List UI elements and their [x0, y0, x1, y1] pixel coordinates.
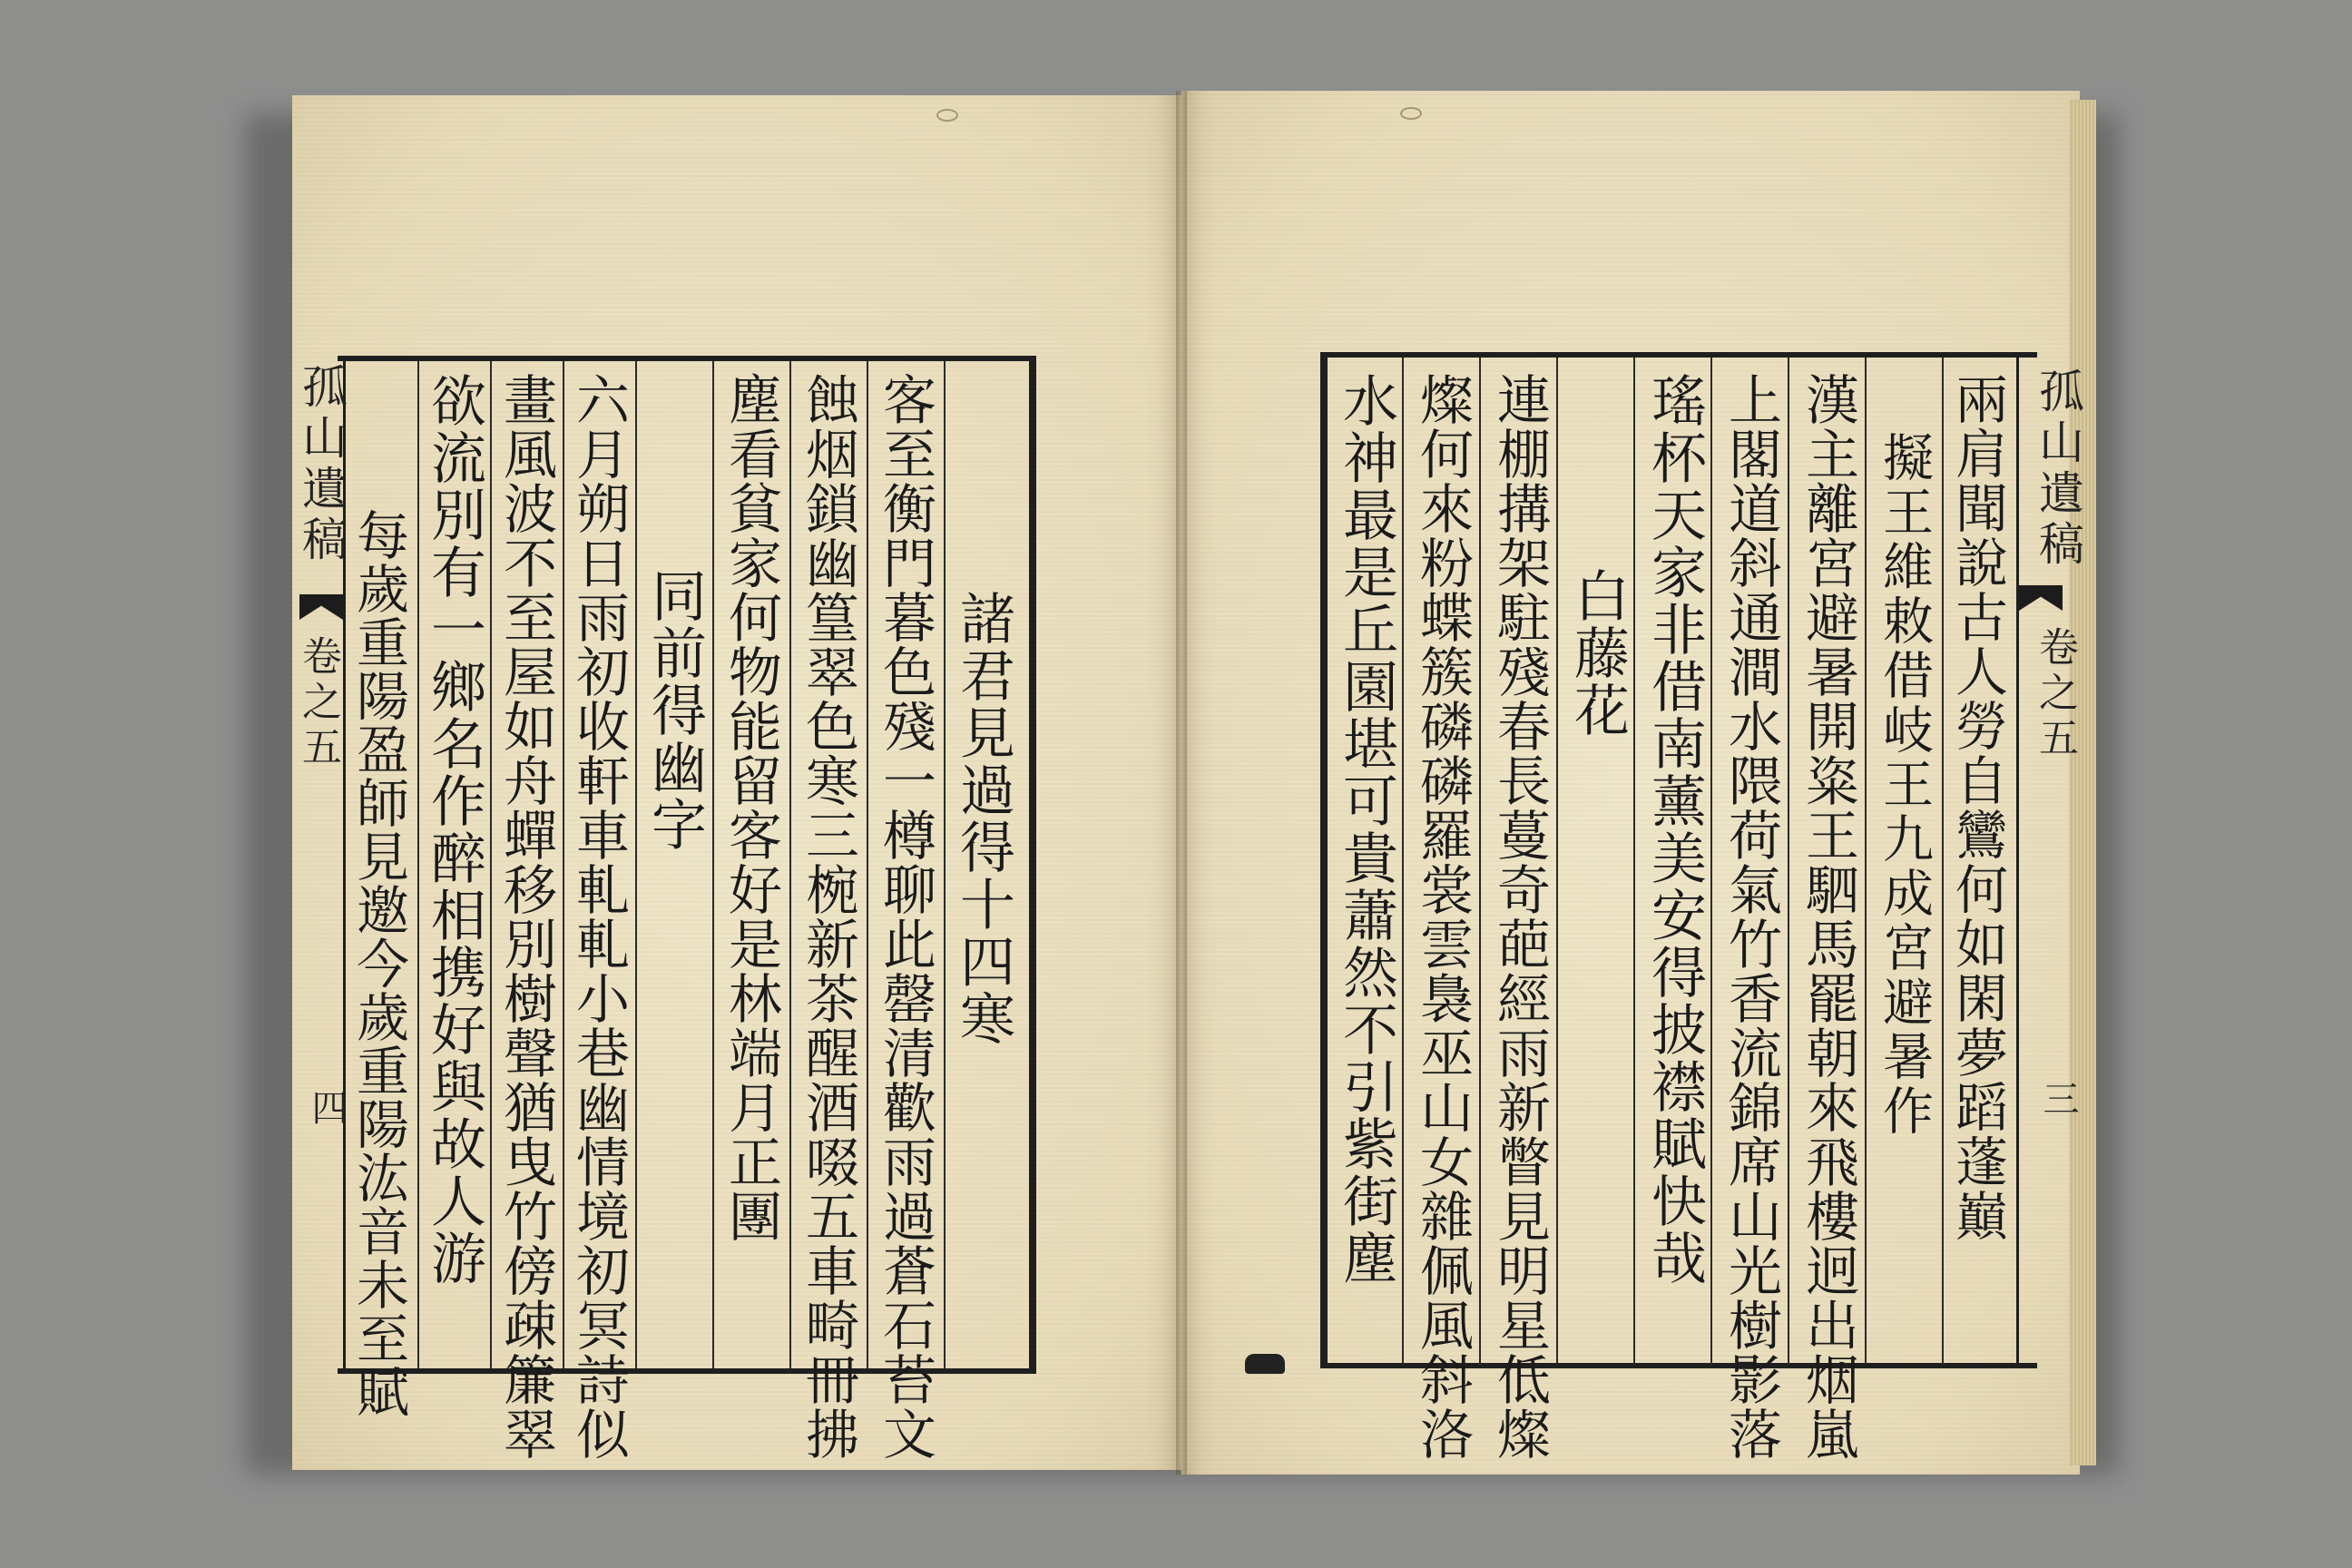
- column-rule: [1402, 358, 1404, 1365]
- text-column: 連棚搆架駐殘春長蔓奇葩經雨新瞥見明星低燦: [1488, 372, 1551, 1461]
- column-rule: [867, 361, 868, 1368]
- text-column: 蝕烟鎖幽篁翠色寒三椀新茶醒酒啜五車畸冊拂: [797, 372, 859, 1461]
- column-rule: [635, 361, 637, 1368]
- ink-ornament: [1245, 1354, 1285, 1374]
- column-rule: [1556, 358, 1558, 1365]
- text-column: 瑤杯天家非借南薰美安得披襟賦快哉: [1642, 372, 1707, 1287]
- right-banxin-volume: 卷之五: [2032, 626, 2078, 762]
- column-rule: [1788, 358, 1789, 1365]
- column-rule: [1865, 358, 1867, 1365]
- column-rule: [944, 361, 946, 1368]
- column-rule: [712, 361, 714, 1368]
- header-column: 擬王維敕借岐王九成宮避暑作: [1875, 431, 1934, 1139]
- column-rule: [417, 361, 419, 1368]
- text-column: 漢主離宮避暑開粢王駟馬罷朝來飛樓迥出烟嵐: [1797, 372, 1859, 1461]
- text-column: 同前得幽字: [642, 567, 707, 853]
- paper-stain: [1400, 107, 1422, 120]
- text-column: 畫風波不至屋如舟蟬移別樹聲猶曳竹傍疎簾翠: [495, 372, 557, 1461]
- page-edges: [2069, 100, 2096, 1465]
- text-column: 水神最是丘園堪可貴蕭然不引紫街塵: [1334, 372, 1398, 1287]
- book-gutter: [1176, 91, 1187, 1475]
- column-rule: [1942, 358, 1944, 1365]
- paper-stain: [936, 109, 958, 122]
- left-banxin-title: 孤山遺稿: [295, 363, 348, 566]
- column-rule: [1710, 358, 1712, 1365]
- text-column: 客至衡門暮色殘一樽聊此罄清歡雨過蒼石苔文: [874, 372, 936, 1461]
- text-column: 燦何來粉蝶簇磷磷羅裳雲裊巫山女雜佩風斜洛: [1411, 372, 1474, 1461]
- column-rule: [1479, 358, 1481, 1365]
- right-banxin-title: 孤山遺稿: [2032, 368, 2084, 571]
- text-column: 欲流別有一鄉名作醉相携好與故人游: [422, 372, 486, 1287]
- column-rule: [563, 361, 564, 1368]
- text-column: 上閣道斜通澗水隈荷氣竹香流錦席山光樹影落: [1720, 372, 1782, 1461]
- column-rule: [490, 361, 492, 1368]
- left-banxin-volume: 卷之五: [295, 635, 341, 771]
- text-column: 塵看貧家何物能留客好是林端月正團: [720, 372, 782, 1243]
- column-rule: [789, 361, 791, 1368]
- left-folio: 四: [306, 1089, 348, 1125]
- right-folio: 三: [2037, 1080, 2079, 1116]
- text-column: 六月朔日雨初收軒車軋軋小巷幽情境初冥詩似: [567, 372, 630, 1461]
- text-column: 諸君見過得十四寒: [951, 590, 1015, 1047]
- text-column: 兩肩聞說古人勞自鸞何如閑夢蹈蓬巔: [1946, 372, 2008, 1243]
- column-rule: [1633, 358, 1635, 1365]
- text-column: 白藤花: [1565, 567, 1630, 739]
- right-fold-edge: [2016, 358, 2019, 1365]
- text-column: 每歲重陽盈師見邀今歲重陽汯音未至賦: [348, 508, 409, 1418]
